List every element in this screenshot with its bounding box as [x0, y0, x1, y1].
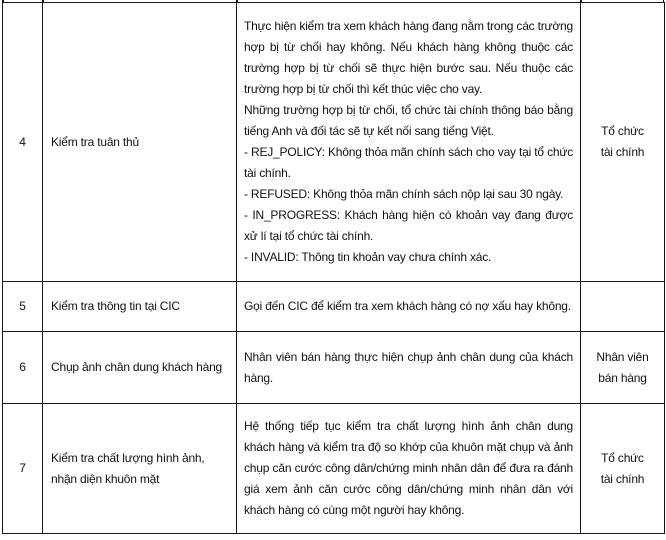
description-paragraph: Thực hiện kiểm tra xem khách hàng đang nằm trong các trường hợp bị từ chối hay không. Nếu khách hàng không thuộc các trường hợp bị từ chối sẽ thực hiện bước sau. Nếu thuộc các trường hợp bị từ chối thì kết thúc việc cho vay.	[244, 19, 573, 96]
step-description	[237, 404, 581, 534]
step-description	[237, 332, 581, 404]
step-number: 6	[3, 332, 43, 404]
owner-label: Tổ chức tài chính	[600, 450, 645, 486]
cropped-row-border-stubs	[0, 0, 666, 2]
step-owner	[581, 282, 665, 332]
table-row-step-5	[3, 282, 665, 332]
step-number: 7	[3, 404, 43, 534]
step-owner	[581, 3, 665, 282]
step-number: 4	[3, 3, 43, 282]
vertical-border-stub	[2, 0, 4, 2]
table-row-step-6	[3, 332, 665, 404]
step-description	[237, 3, 581, 282]
step-owner	[581, 404, 665, 534]
step-name: Chụp ảnh chân dung khách hàng	[43, 332, 237, 404]
description-bullet-refused: - REFUSED: Không thỏa mãn chính sách nộp lại sau 30 ngày.	[244, 187, 564, 201]
vertical-border-stub	[663, 0, 665, 2]
vertical-border-stub	[42, 0, 44, 2]
step-description	[237, 282, 581, 332]
process-steps-table	[2, 2, 665, 534]
table-row-step-7	[3, 404, 665, 534]
vertical-border-stub	[236, 0, 238, 2]
description-paragraph: Nhân viên bán hàng thực hiện chụp ảnh chân dung của khách hàng.	[244, 349, 573, 385]
owner-label: Nhân viên bán hàng	[596, 349, 649, 385]
step-owner	[581, 332, 665, 404]
step-name: Kiểm tra thông tin tại CIC	[43, 282, 237, 332]
step-number: 5	[3, 282, 43, 332]
description-paragraph: Những trường hợp bị từ chối, tổ chức tài chính thông báo bằng tiếng Anh và đối tác sẽ tự kết nối sang tiếng Việt.	[244, 103, 573, 138]
description-paragraph: Gọi đến CIC để kiểm tra xem khách hàng có nợ xấu hay không.	[244, 299, 571, 313]
table-row-step-4	[3, 3, 665, 282]
description-bullet-rej-policy: - REJ_POLICY: Không thỏa mãn chính sách cho vay tại tổ chức tài chính.	[244, 145, 573, 180]
vertical-border-stub	[580, 0, 582, 2]
description-paragraph: Hệ thống tiếp tục kiểm tra chất lượng hình ảnh chân dung khách hàng và kiểm tra độ so khớp của khuôn mặt chụp và ảnh chụp căn cước công dân/chứng minh nhân dân để đưa ra đánh giá xem ảnh căn cước công dân/chứng minh nhân dân với khách hàng có cùng một người hay không.	[244, 419, 573, 517]
step-name: Kiểm tra tuân thủ	[43, 3, 237, 282]
owner-label: Tổ chức tài chính	[600, 124, 645, 159]
description-bullet-invalid: - INVALID: Thông tin khoản vay chưa chính xác.	[244, 250, 492, 264]
description-bullet-in-progress: - IN_PROGRESS: Khách hàng hiện có khoản vay đang được xử lí tại tổ chức tài chính.	[244, 208, 573, 243]
step-name: Kiểm tra chất lượng hình ảnh, nhận diện khuôn mặt	[43, 404, 237, 534]
